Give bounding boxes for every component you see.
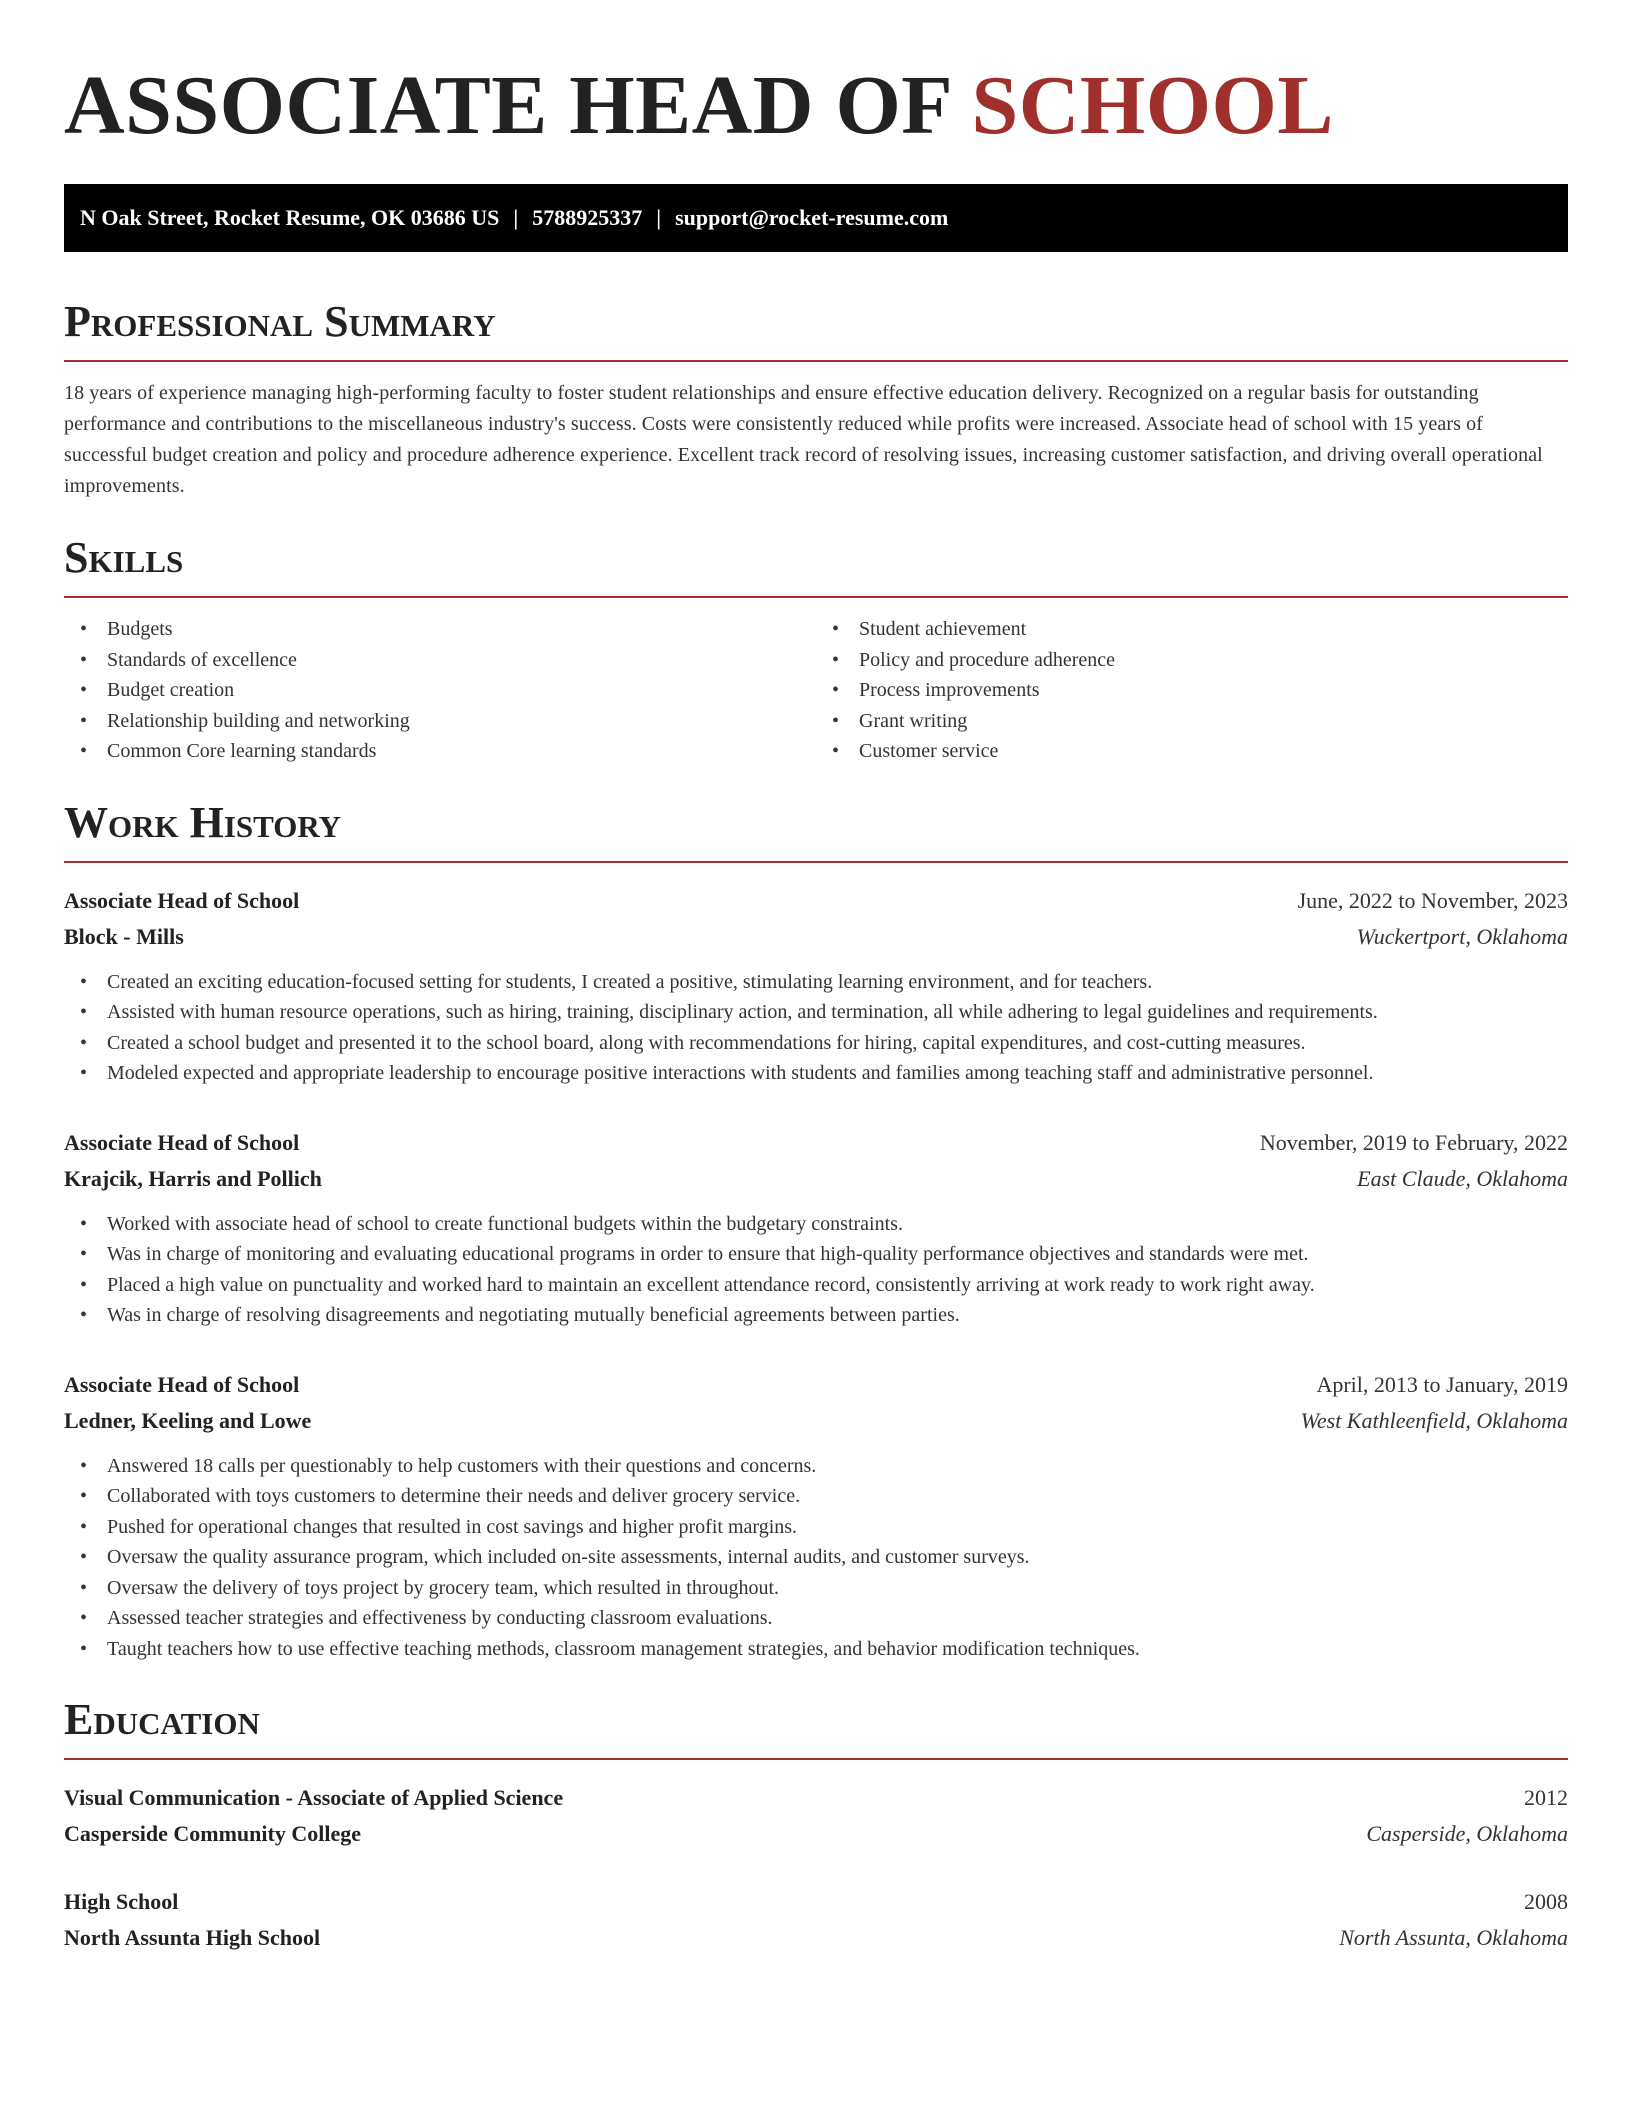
education-title: Education <box>64 1694 1568 1760</box>
summary-section <box>64 296 1568 502</box>
education-location: North Assunta, Oklahoma <box>1339 1925 1568 1950</box>
job-location: West Kathleenfield, Oklahoma <box>1300 1407 1568 1433</box>
job-bullet: • Pushed for operational changes that resulted in cost savings and higher profit margins. <box>64 1512 1568 1543</box>
contact-phone: 5788925337 <box>532 205 643 230</box>
job-role: Associate Head of School <box>64 1129 300 1155</box>
job-bullet: • Created a school budget and presented it to the school board, along with recommendations for hiring, capital expenditures, and cost-cutting measures. <box>64 1028 1568 1059</box>
job-location: Wuckertport, Oklahoma <box>1356 923 1568 949</box>
contact-email: support@rocket-resume.com <box>675 205 949 230</box>
work-history-title: Work History <box>64 797 1568 863</box>
education-degree: High School <box>64 1889 179 1914</box>
job-company: Ledner, Keeling and Lowe <box>64 1407 312 1433</box>
job-bullet: • Was in charge of monitoring and evaluating educational programs in order to ensure that high-quality performance objectives and standards were met. <box>64 1239 1568 1270</box>
job-bullets <box>64 1209 1568 1331</box>
job-bullet: • Modeled expected and appropriate leadership to encourage positive interactions with students and families among teaching staff and administrative personnel. <box>64 1058 1568 1089</box>
job-role: Associate Head of School <box>64 1371 300 1397</box>
job-role: Associate Head of School <box>64 887 300 913</box>
education-year: 2012 <box>1524 1785 1568 1810</box>
job-bullet: • Placed a high value on punctuality and worked hard to maintain an excellent attendance record, consistently arriving at work ready to work right away. <box>64 1270 1568 1301</box>
skills-title: Skills <box>64 532 1568 598</box>
education-section <box>64 1694 1568 1956</box>
skills-grid <box>64 614 1568 767</box>
job-bullet: • Oversaw the delivery of toys project by grocery team, which resulted in throughout. <box>64 1573 1568 1604</box>
work-history-section <box>64 797 1568 1665</box>
education-entry <box>64 1780 1568 1852</box>
skill-item: • Customer service <box>816 736 1568 767</box>
job-entry <box>64 1367 1568 1665</box>
name-main: ASSOCIATE HEAD OF <box>64 59 972 152</box>
education-school: North Assunta High School <box>64 1925 321 1950</box>
contact-bar <box>64 184 1568 252</box>
job-dates: April, 2013 to January, 2019 <box>1316 1371 1568 1397</box>
skills-section <box>64 532 1568 767</box>
job-bullets <box>64 1451 1568 1665</box>
job-bullet: • Worked with associate head of school to create functional budgets within the budgetary constraints. <box>64 1209 1568 1240</box>
education-school: Casperside Community College <box>64 1821 361 1846</box>
skill-item: • Grant writing <box>816 706 1568 737</box>
skill-item: • Standards of excellence <box>64 645 816 676</box>
skill-item: • Process improvements <box>816 675 1568 706</box>
skill-item: • Budgets <box>64 614 816 645</box>
skill-item: • Policy and procedure adherence <box>816 645 1568 676</box>
job-company: Block - Mills <box>64 923 184 949</box>
job-bullet: • Oversaw the quality assurance program, which included on-site assessments, internal audits, and customer surveys. <box>64 1542 1568 1573</box>
skill-item: • Common Core learning standards <box>64 736 816 767</box>
education-location: Casperside, Oklahoma <box>1366 1821 1568 1846</box>
skill-item: • Student achievement <box>816 614 1568 645</box>
job-bullet: • Was in charge of resolving disagreements and negotiating mutually beneficial agreements between parties. <box>64 1300 1568 1331</box>
contact-address: N Oak Street, Rocket Resume, OK 03686 US <box>80 205 500 230</box>
education-entry <box>64 1884 1568 1956</box>
contact-separator: | <box>513 205 519 230</box>
resume-name <box>64 60 1568 180</box>
education-degree: Visual Communication - Associate of Applied Science <box>64 1785 564 1810</box>
job-dates: November, 2019 to February, 2022 <box>1259 1129 1568 1155</box>
skill-item: • Budget creation <box>64 675 816 706</box>
job-bullet: • Collaborated with toys customers to determine their needs and deliver grocery service. <box>64 1481 1568 1512</box>
skill-item: • Relationship building and networking <box>64 706 816 737</box>
job-bullet: • Created an exciting education-focused setting for students, I created a positive, stimulating learning environment, and for teachers. <box>64 967 1568 998</box>
skills-right-column <box>816 614 1568 767</box>
job-dates: June, 2022 to November, 2023 <box>1297 887 1568 913</box>
contact-separator: | <box>656 205 662 230</box>
job-bullets <box>64 967 1568 1089</box>
job-bullet: • Assisted with human resource operations, such as hiring, training, disciplinary action, and termination, all while adhering to legal guidelines and requirements. <box>64 997 1568 1028</box>
job-company: Krajcik, Harris and Pollich <box>64 1165 322 1191</box>
job-bullet: • Assessed teacher strategies and effectiveness by conducting classroom evaluations. <box>64 1603 1568 1634</box>
education-year: 2008 <box>1524 1889 1568 1914</box>
job-bullet: • Answered 18 calls per questionably to help customers with their questions and concerns. <box>64 1451 1568 1482</box>
summary-text: 18 years of experience managing high-performing faculty to foster student relationships and ensure effective education delivery. Recognized on a regular basis for outstanding performance and contributions to the miscellaneous industry's success. Costs were consistently reduced while profits were increased. Associate head of school with 15 years of successful budget creation and policy and procedure adherence experience. Excellent track record of resolving issues, increasing customer satisfaction, and driving overall operational improvements. <box>64 382 1543 497</box>
job-location: East Claude, Oklahoma <box>1357 1165 1568 1191</box>
job-bullet: • Taught teachers how to use effective teaching methods, classroom management strategies, and behavior modification techniques. <box>64 1634 1568 1665</box>
skills-left-column <box>64 614 816 767</box>
name-accent: SCHOOL <box>971 59 1334 152</box>
job-entry <box>64 883 1568 1089</box>
summary-title: Professional Summary <box>64 296 1568 362</box>
job-entry <box>64 1125 1568 1331</box>
